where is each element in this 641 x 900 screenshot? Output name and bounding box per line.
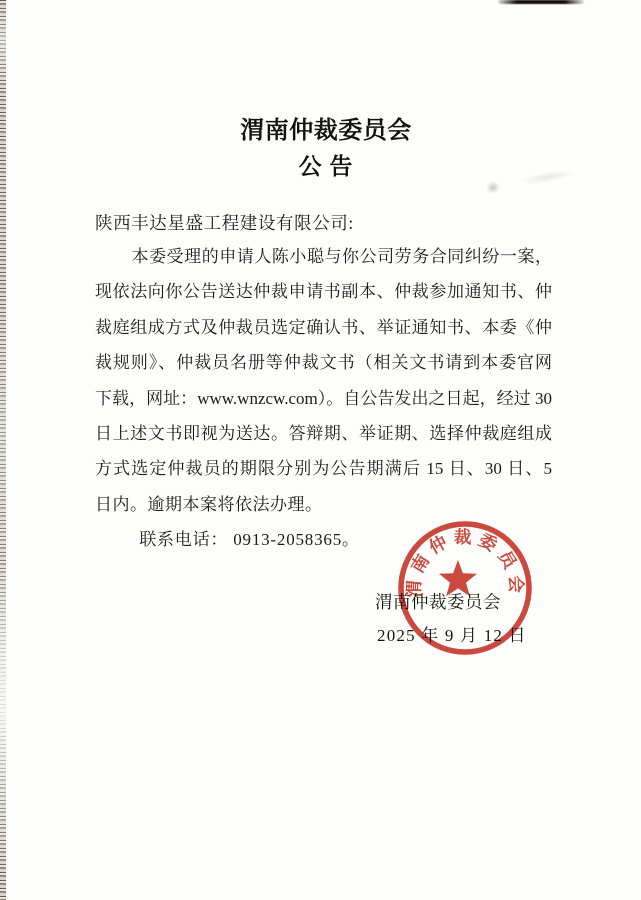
body-line: 方式选定仲裁员的期限分别为公告期满后 15 日、30 日、5 (95, 459, 552, 479)
body-line: 下载，网址：www.wnzcw.com）。自公告发出之日起，经过 30 (95, 388, 552, 408)
body-line: 裁庭组成方式及仲裁员选定确认书、举证通知书、本委《仲 (95, 317, 552, 337)
body-line: 现依法向你公告送达仲裁申请书副本、仲裁参加通知书、仲 (95, 282, 552, 302)
page-title: 渭南仲裁委员会 (240, 118, 412, 144)
body-line: 日内。逾期本案将依法办理。 (95, 494, 323, 514)
seal-text: 渭南仲裁委员会 (403, 526, 527, 599)
body-line: 本委受理的申请人陈小聪与你公司劳务合同纠纷一案， (131, 247, 552, 266)
issue-date: 2025 年 9 月 12 日 (377, 626, 527, 645)
page-subtitle: 公 告 (298, 154, 354, 179)
body-line: 裁规则》、仲裁员名册等仲裁文书（相关文书请到本委官网 (95, 353, 552, 373)
red-star-icon (439, 560, 477, 596)
official-seal (385, 508, 545, 668)
contact-line: 联系电话： 0913-2058365。 (139, 530, 360, 549)
addressee-line: 陕西丰达星盛工程建设有限公司: (95, 213, 354, 233)
body-line: 日上述文书即视为送达。答辩期、举证期、选择仲裁庭组成 (95, 423, 552, 443)
scan-smudge-top-right (498, 0, 584, 4)
scan-streak-artifact (484, 179, 502, 196)
issuer-name: 渭南仲裁委员会 (375, 592, 501, 612)
announcement-body (95, 239, 552, 522)
